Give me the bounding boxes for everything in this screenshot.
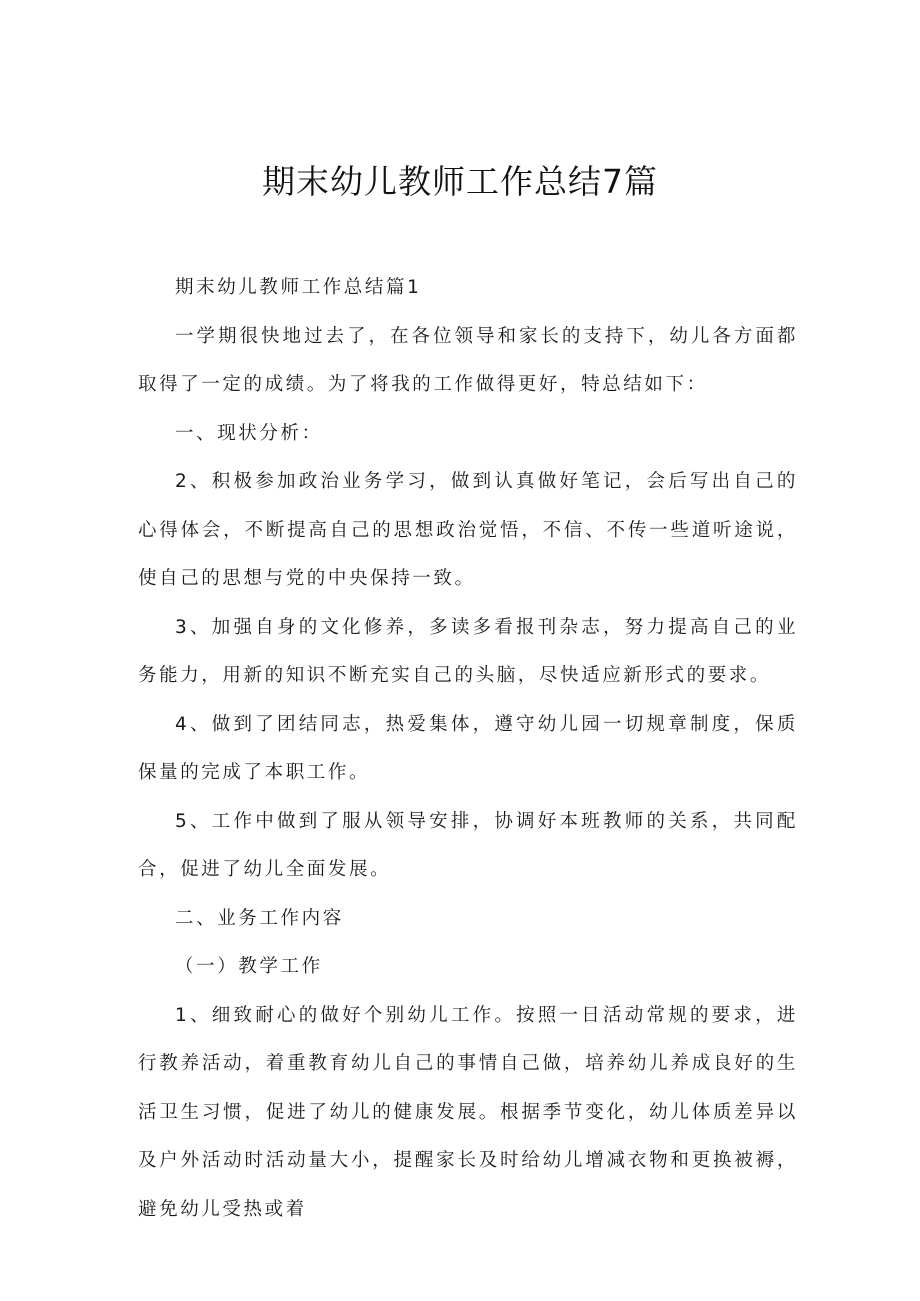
paragraph-item-4: 4、做到了团结同志，热爱集体，遵守幼儿园一切规章制度，保质保量的完成了本职工作。 [138, 713, 798, 783]
paragraph-item-3: 3、加强自身的文化修养，多读多看报刊杂志，努力提高自己的业务能力，用新的知识不断充实自己的头脑，尽快适应新形式的要求。 [138, 616, 798, 686]
document-body [138, 264, 798, 1234]
intro-paragraph: 一学期很快地过去了，在各位领导和家长的支持下，幼儿各方面都取得了一定的成绩。为了将我的工作做得更好，特总结如下： [138, 325, 798, 395]
paragraph-item-5: 5、工作中做到了服从领导安排，协调好本班教师的关系，共同配合，促进了幼儿全面发展。 [138, 810, 798, 880]
paragraph-teaching-1: 1、细致耐心的做好个别幼儿工作。按照一日活动常规的要求，进行教养活动，着重教育幼儿自己的事情自己做，培养幼儿养成良好的生活卫生习惯，促进了幼儿的健康发展。根据季节变化，幼儿体质差异以及户外活动时活动量大小，提醒家长及时给幼儿增减衣物和更换被褥，避免幼儿受热或着 [138, 1004, 798, 1220]
section-heading-part1: 期末幼儿教师工作总结篇1 [175, 277, 422, 298]
document-title: 期末幼儿教师工作总结7篇 [262, 162, 658, 201]
subsection-heading-teaching: （一）教学工作 [175, 956, 323, 977]
section-heading-status: 一、现状分析： [175, 422, 323, 444]
paragraph-item-2: 2、积极参加政治业务学习，做到认真做好笔记，会后写出自己的心得体会，不断提高自己的思想政治觉悟，不信、不传一些道听途说，使自己的思想与党的中央保持一致。 [138, 471, 798, 589]
section-heading-business: 二、业务工作内容 [175, 907, 344, 929]
